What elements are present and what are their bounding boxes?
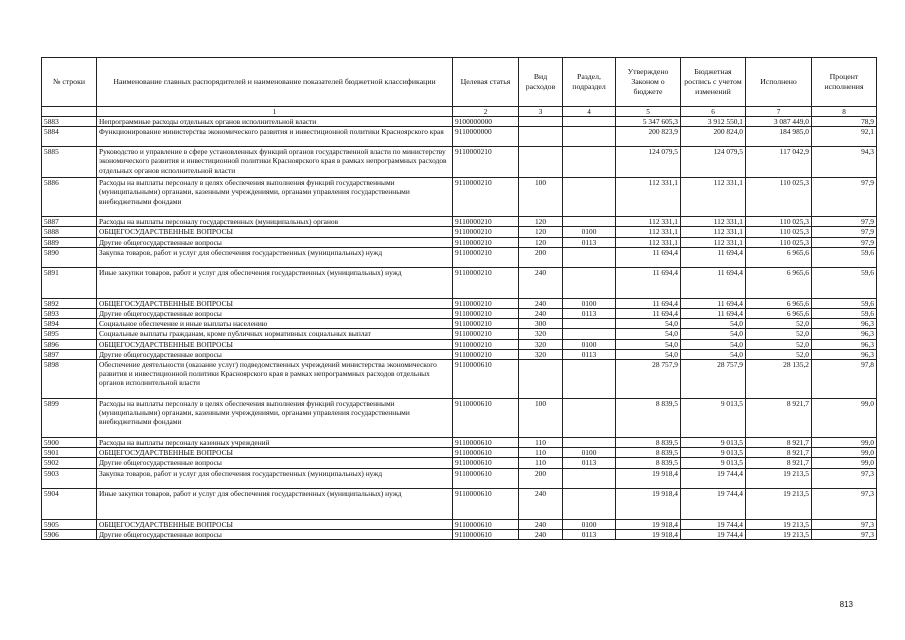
row-kind: 120 [519,217,563,227]
row-executed: 110 025,3 [746,237,812,247]
row-number: 5899 [42,399,97,438]
row-percent: 59,6 [812,267,877,298]
row-section: 0100 [563,298,616,308]
table-row [42,529,877,539]
row-executed: 110 025,3 [746,227,812,237]
row-number: 5903 [42,468,97,488]
row-section [563,178,616,217]
row-target: 9100000000 [453,117,519,127]
row-schedule: 54,0 [681,329,746,339]
row-target: 9110000210 [453,247,519,267]
row-section [563,117,616,127]
row-schedule: 11 694,4 [681,267,746,298]
row-number: 5897 [42,349,97,359]
row-target: 9110000000 [453,127,519,147]
row-target: 9110000610 [453,468,519,488]
col-header-section: Раздел, подраздел [563,58,616,107]
page-number: 813 [839,600,853,609]
row-kind [519,127,563,147]
row-approved: 28 757,9 [616,360,681,399]
row-section [563,267,616,298]
row-approved: 19 918,4 [616,468,681,488]
row-name: Другие общегосударственные вопросы [97,309,453,319]
row-approved: 8 839,5 [616,399,681,438]
row-number: 5900 [42,438,97,448]
table-row [42,267,877,298]
row-target: 9110000210 [453,319,519,329]
row-approved: 112 331,1 [616,237,681,247]
row-schedule: 124 079,5 [681,147,746,178]
row-section [563,247,616,267]
row-executed: 28 135,2 [746,360,812,399]
row-executed: 117 042,9 [746,147,812,178]
row-executed: 52,0 [746,329,812,339]
row-name: Расходы на выплаты персоналу государственных (муниципальных) органов [97,217,453,227]
table-row [42,178,877,217]
row-kind: 110 [519,438,563,448]
row-section: 0100 [563,519,616,529]
row-number: 5896 [42,339,97,349]
row-number: 5889 [42,237,97,247]
table-row [42,438,877,448]
table-row [42,217,877,227]
row-target: 9110000610 [453,399,519,438]
row-percent: 97,9 [812,227,877,237]
row-number: 5901 [42,448,97,458]
row-percent: 97,9 [812,178,877,217]
row-name: Социальные выплаты гражданам, кроме публичных нормативных социальных выплат [97,329,453,339]
row-approved: 54,0 [616,329,681,339]
row-executed: 8 921,7 [746,438,812,448]
row-kind: 320 [519,329,563,339]
row-name: Расходы на выплаты персоналу казенных учреждений [97,438,453,448]
row-number: 5905 [42,519,97,529]
table-header-row [42,58,877,107]
row-target: 9110000610 [453,360,519,399]
row-name: Расходы на выплаты персоналу в целях обеспечения выполнения функций государственными (муниципальными) органами, казенными учреждениями, органами управления государственными внебюджетными фондами [97,399,453,438]
row-executed: 6 965,6 [746,309,812,319]
col-number: 1 [97,107,453,117]
row-name: Расходы на выплаты персоналу в целях обеспечения выполнения функций государственными (муниципальными) органами, казенными учреждениями, органами управления государственными внебюджетными фондами [97,178,453,217]
row-section: 0113 [563,349,616,359]
row-section: 0113 [563,309,616,319]
row-executed: 110 025,3 [746,178,812,217]
row-number: 5894 [42,319,97,329]
row-percent: 97,3 [812,529,877,539]
row-schedule: 11 694,4 [681,309,746,319]
row-executed: 8 921,7 [746,448,812,458]
row-kind: 120 [519,237,563,247]
row-executed: 184 985,0 [746,127,812,147]
row-section: 0113 [563,529,616,539]
row-percent: 59,6 [812,247,877,267]
row-kind: 320 [519,349,563,359]
row-executed: 8 921,7 [746,458,812,468]
row-number: 5887 [42,217,97,227]
row-name: Закупка товаров, работ и услуг для обеспечения государственных (муниципальных) нужд [97,468,453,488]
row-number: 5898 [42,360,97,399]
row-approved: 11 694,4 [616,298,681,308]
row-kind [519,117,563,127]
row-schedule: 28 757,9 [681,360,746,399]
row-section [563,319,616,329]
row-percent: 94,3 [812,147,877,178]
row-approved: 112 331,1 [616,217,681,227]
row-kind: 110 [519,458,563,468]
row-percent: 99,0 [812,448,877,458]
col-number: 5 [616,107,681,117]
row-percent: 99,0 [812,438,877,448]
row-schedule: 3 912 550,1 [681,117,746,127]
col-number: 6 [681,107,746,117]
row-approved: 124 079,5 [616,147,681,178]
row-target: 9110000610 [453,448,519,458]
col-header-percent: Процент исполнения [812,58,877,107]
row-percent: 97,9 [812,217,877,227]
row-name: Руководство и управление в сфере установленных функций органов государственной власти по министерству экономического развития и инвестиционной политики Красноярского края в рамках непрограммных расходов отдельных органов исполнительной власти [97,147,453,178]
row-kind: 300 [519,319,563,329]
col-number: 8 [812,107,877,117]
row-approved: 19 918,4 [616,529,681,539]
row-executed: 52,0 [746,339,812,349]
row-number: 5906 [42,529,97,539]
row-kind: 320 [519,339,563,349]
row-schedule: 200 824,0 [681,127,746,147]
row-executed: 3 087 449,0 [746,117,812,127]
row-target: 9110000210 [453,349,519,359]
row-percent: 78,9 [812,117,877,127]
col-header-target: Целевая статья [453,58,519,107]
row-kind: 240 [519,488,563,519]
col-header-schedule: Бюджетная роспись с учетом изменений [681,58,746,107]
row-executed: 6 965,6 [746,298,812,308]
row-target: 9110000610 [453,488,519,519]
row-approved: 8 839,5 [616,458,681,468]
row-approved: 19 918,4 [616,519,681,529]
table-row [42,309,877,319]
row-target: 9110000610 [453,519,519,529]
row-name: ОБЩЕГОСУДАРСТВЕННЫЕ ВОПРОСЫ [97,339,453,349]
row-target: 9110000210 [453,329,519,339]
table-row [42,319,877,329]
row-schedule: 112 331,1 [681,217,746,227]
row-target: 9110000210 [453,309,519,319]
row-schedule: 9 013,5 [681,458,746,468]
row-approved: 11 694,4 [616,267,681,298]
row-section [563,438,616,448]
col-header-executed: Исполнено [746,58,812,107]
row-number: 5886 [42,178,97,217]
row-target: 9110000210 [453,178,519,217]
col-number [42,107,97,117]
row-executed: 19 213,5 [746,468,812,488]
row-number: 5902 [42,458,97,468]
row-percent: 96,3 [812,329,877,339]
row-number: 5883 [42,117,97,127]
row-kind [519,147,563,178]
row-section [563,468,616,488]
table-row [42,127,877,147]
row-number: 5890 [42,247,97,267]
row-section: 0100 [563,448,616,458]
row-approved: 11 694,4 [616,309,681,319]
row-approved: 19 918,4 [616,488,681,519]
row-executed: 19 213,5 [746,519,812,529]
row-percent: 99,0 [812,458,877,468]
row-percent: 97,9 [812,237,877,247]
budget-execution-table [41,57,877,540]
row-approved: 54,0 [616,349,681,359]
row-number: 5895 [42,329,97,339]
table-row [42,349,877,359]
row-target: 9110000210 [453,267,519,298]
row-percent: 96,3 [812,319,877,329]
column-number-row [42,107,877,117]
table-row [42,329,877,339]
row-name: Закупка товаров, работ и услуг для обеспечения государственных (муниципальных) нужд [97,247,453,267]
table-row [42,458,877,468]
table-row [42,519,877,529]
row-percent: 96,3 [812,339,877,349]
row-name: Непрограммные расходы отдельных органов исполнительной власти [97,117,453,127]
table-row [42,399,877,438]
row-number: 5893 [42,309,97,319]
table-row [42,360,877,399]
col-header-name: Наименование главных распорядителей и наименование показателей бюджетной классификации [97,58,453,107]
row-number: 5892 [42,298,97,308]
row-approved: 11 694,4 [616,247,681,267]
row-name: Функционирование министерства экономического развития и инвестиционной политики Красноярского края [97,127,453,147]
row-name: Другие общегосударственные вопросы [97,458,453,468]
row-schedule: 112 331,1 [681,237,746,247]
row-executed: 19 213,5 [746,529,812,539]
row-percent: 59,6 [812,298,877,308]
row-name: Другие общегосударственные вопросы [97,529,453,539]
row-name: Другие общегосударственные вопросы [97,349,453,359]
row-kind: 240 [519,529,563,539]
row-schedule: 112 331,1 [681,227,746,237]
row-executed: 6 965,6 [746,247,812,267]
row-name: Другие общегосударственные вопросы [97,237,453,247]
table-row [42,117,877,127]
row-schedule: 19 744,4 [681,519,746,529]
row-schedule: 19 744,4 [681,468,746,488]
row-section: 0100 [563,227,616,237]
row-approved: 54,0 [616,319,681,329]
row-name: Иные закупки товаров, работ и услуг для обеспечения государственных (муниципальных) нужд [97,267,453,298]
row-percent: 97,3 [812,468,877,488]
row-kind: 240 [519,309,563,319]
row-executed: 6 965,6 [746,267,812,298]
row-kind: 200 [519,247,563,267]
col-header-approved: Утверждено Законом о бюджете [616,58,681,107]
row-name: ОБЩЕГОСУДАРСТВЕННЫЕ ВОПРОСЫ [97,448,453,458]
table-row [42,247,877,267]
col-header-kind: Вид расходов [519,58,563,107]
row-section [563,147,616,178]
table-row [42,339,877,349]
table-row [42,147,877,178]
row-approved: 112 331,1 [616,178,681,217]
row-section [563,488,616,519]
row-number: 5891 [42,267,97,298]
row-target: 9110000210 [453,339,519,349]
row-kind: 120 [519,227,563,237]
row-name: ОБЩЕГОСУДАРСТВЕННЫЕ ВОПРОСЫ [97,227,453,237]
row-executed: 19 213,5 [746,488,812,519]
row-name: ОБЩЕГОСУДАРСТВЕННЫЕ ВОПРОСЫ [97,298,453,308]
row-schedule: 9 013,5 [681,438,746,448]
row-number: 5904 [42,488,97,519]
table-row [42,468,877,488]
row-schedule: 11 694,4 [681,298,746,308]
table-row [42,298,877,308]
row-approved: 54,0 [616,339,681,349]
row-section [563,399,616,438]
row-target: 9110000210 [453,298,519,308]
row-target: 9110000610 [453,458,519,468]
col-number: 2 [453,107,519,117]
row-kind: 100 [519,178,563,217]
row-kind: 240 [519,519,563,529]
table-row [42,488,877,519]
row-percent: 96,3 [812,349,877,359]
row-name: ОБЩЕГОСУДАРСТВЕННЫЕ ВОПРОСЫ [97,519,453,529]
row-approved: 112 331,1 [616,227,681,237]
col-number: 4 [563,107,616,117]
row-name: Обеспечение деятельности (оказание услуг) подведомственных учреждений министерства экономического развития и инвестиционной политики Красноярского края в рамках непрограммных расходов отдельных органов исполнительной власти [97,360,453,399]
row-target: 9110000210 [453,147,519,178]
row-approved: 200 823,9 [616,127,681,147]
row-kind: 110 [519,448,563,458]
row-number: 5888 [42,227,97,237]
row-percent: 97,3 [812,488,877,519]
row-section [563,360,616,399]
row-percent: 92,1 [812,127,877,147]
row-kind: 200 [519,468,563,488]
row-section: 0100 [563,339,616,349]
row-schedule: 19 744,4 [681,488,746,519]
row-schedule: 11 694,4 [681,247,746,267]
col-number: 7 [746,107,812,117]
row-schedule: 9 013,5 [681,448,746,458]
row-name: Иные закупки товаров, работ и услуг для обеспечения государственных (муниципальных) нужд [97,488,453,519]
row-percent: 97,3 [812,519,877,529]
row-executed: 52,0 [746,319,812,329]
row-schedule: 54,0 [681,319,746,329]
row-target: 9110000210 [453,217,519,227]
row-schedule: 54,0 [681,339,746,349]
table-body [42,117,877,540]
col-header-row-no: № строки [42,58,97,107]
table-row [42,227,877,237]
row-approved: 8 839,5 [616,448,681,458]
row-percent: 59,6 [812,309,877,319]
row-kind: 240 [519,298,563,308]
row-schedule: 54,0 [681,349,746,359]
row-target: 9110000610 [453,529,519,539]
row-target: 9110000210 [453,237,519,247]
row-executed: 110 025,3 [746,217,812,227]
row-section [563,217,616,227]
row-kind [519,360,563,399]
row-section [563,127,616,147]
table-row [42,448,877,458]
row-executed: 52,0 [746,349,812,359]
row-schedule: 112 331,1 [681,178,746,217]
table-row [42,237,877,247]
row-percent: 99,0 [812,399,877,438]
row-target: 9110000210 [453,227,519,237]
row-section [563,329,616,339]
col-number: 3 [519,107,563,117]
row-approved: 5 347 605,3 [616,117,681,127]
row-approved: 8 839,5 [616,438,681,448]
row-schedule: 19 744,4 [681,529,746,539]
row-section: 0113 [563,237,616,247]
row-section: 0113 [563,458,616,468]
row-executed: 8 921,7 [746,399,812,438]
row-kind: 100 [519,399,563,438]
row-percent: 97,8 [812,360,877,399]
row-name: Социальное обеспечение и иные выплаты населению [97,319,453,329]
row-kind: 240 [519,267,563,298]
row-schedule: 9 013,5 [681,399,746,438]
row-number: 5885 [42,147,97,178]
row-number: 5884 [42,127,97,147]
row-target: 9110000610 [453,438,519,448]
